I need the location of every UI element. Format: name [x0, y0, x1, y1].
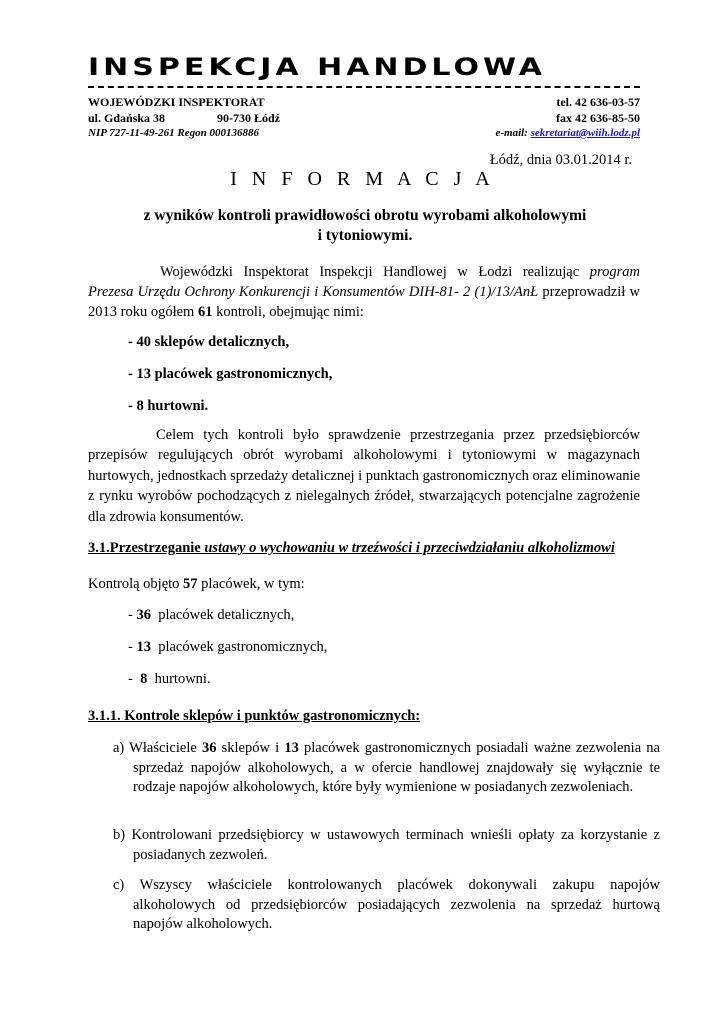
address: ul. Gdańska 38 — [88, 111, 166, 125]
item-count: 13 — [136, 639, 151, 655]
section-31-item-retail — [128, 606, 294, 625]
goal-paragraph: Celem tych kontroli było sprawdzenie przestrzegania przez przedsiębiorców przepisów regulujących obrót wyrobami alkoholowymi i tytoniowymi w magazynach hurtowych, jednostkach sprzedaży detalicznej i punktach gastronomicznych oraz eliminowanie z rynku wyrobów pochodzących z nielegalnych źródeł, stwarzających potencjalne zagrożenie dla zdrowia konsumentów. — [88, 427, 641, 525]
count-pre: Kontrolą objęto — [88, 576, 180, 592]
email-line — [380, 126, 640, 140]
item-prefix: - — [128, 607, 137, 623]
item-label: hurtowni. — [147, 671, 211, 687]
item-label: placówek detalicznych, — [150, 607, 295, 623]
section-31-item-wholesale — [128, 670, 211, 689]
finding-a-gastro: 13 — [284, 740, 299, 756]
summary-item-gastronomy: - 13 placówek gastronomicznych, — [128, 366, 333, 382]
intro-total: 61 — [197, 304, 213, 320]
count-post: placówek, w tym: — [201, 576, 305, 592]
letterhead-logo: INSPEKCJA HANDLOWA — [88, 53, 546, 82]
email-label: e-mail: — [495, 127, 528, 139]
phone: tel. 42 636-03-57 — [556, 95, 640, 109]
section-31-item-gastronomy — [128, 638, 327, 657]
section-31-heading-bold: 3.1.Przestrzeganie — [88, 540, 201, 556]
item-count: 36 — [136, 607, 151, 623]
section-31-heading — [88, 539, 615, 558]
count-value: 57 — [183, 576, 198, 592]
email-link[interactable]: sekretariat@wiih.lodz.pl — [530, 127, 640, 139]
finding-a — [113, 739, 660, 798]
intro-text-3: kontroli, obejmując nimi: — [216, 304, 364, 320]
item-label: placówek gastronomicznych, — [150, 639, 328, 655]
item-count: 8 — [140, 671, 148, 687]
summary-item-shops: - 40 sklepów detalicznych, — [128, 334, 290, 350]
finding-b: b) Kontrolowani przedsiębiorcy w ustawowych terminach wnieśli opłaty za korzystanie z posiadanych zezwoleń. — [113, 827, 660, 863]
item-prefix: - — [128, 639, 137, 655]
letterhead-rule — [88, 86, 640, 88]
finding-a-mid: sklepów i — [221, 740, 280, 756]
document-title: I N F O R M A C J A — [230, 168, 495, 190]
postal-city: 90-730 Łódź — [217, 111, 280, 125]
finding-a-shops: 36 — [201, 740, 217, 756]
intro-text-1: Wojewódzki Inspektorat Inspekcji Handlowej w Łodzi realizując — [160, 264, 580, 280]
subtitle-line-1: z wyników kontroli prawidłowości obrotu wyrobami alkoholowymi — [143, 207, 587, 224]
document-subtitle — [110, 206, 620, 246]
finding-c: c) Wszyscy właściciele kontrolowanych placówek dokonywali zakupu napojów alkoholowych od przedsiębiorców posiadających zezwolenia na sprzedaż hurtową napojów alkoholowych. — [113, 877, 660, 932]
section-31-heading-italic: ustawy o wychowaniu w trzeźwości i przeciwdziałaniu alkoholizmowi — [204, 540, 615, 556]
intro-paragraph — [88, 262, 640, 322]
summary-item-wholesale: - 8 hurtowni. — [128, 398, 209, 414]
section-31-count — [88, 575, 305, 594]
fax: fax 42 636-85-50 — [556, 111, 640, 125]
section-311-heading: 3.1.1. Kontrole sklepów i punktów gastronomicznych: — [88, 708, 421, 724]
intro-program: program Prezesa Urzędu Ochrony Konkurencji i Konsumentów DIH-81- 2 (1)/13/AnŁ — [88, 264, 641, 300]
date-line: Łódź, dnia 03.01.2014 r. — [489, 152, 632, 168]
finding-a-post: placówek gastronomicznych posiadali ważne zezwolenia na sprzedaż napojów alkoholowych, a w ofercie handlowej znajdowały się wyłącznie te rodzaje napojów alkoholowych, które były wymienione w posiadanych zezwoleniach. — [133, 740, 660, 795]
subtitle-line-2: i tytoniowymi. — [317, 227, 413, 244]
item-prefix: - — [128, 671, 141, 687]
org-name: WOJEWÓDZKI INSPEKTORAT — [88, 95, 265, 109]
nip-regon: NIP 727-11-49-261 Regon 000136886 — [88, 127, 260, 139]
finding-a-pre: a) Właściciele — [113, 740, 197, 756]
intro-text-2: przeprowadził w 2013 roku ogółem — [88, 284, 640, 320]
